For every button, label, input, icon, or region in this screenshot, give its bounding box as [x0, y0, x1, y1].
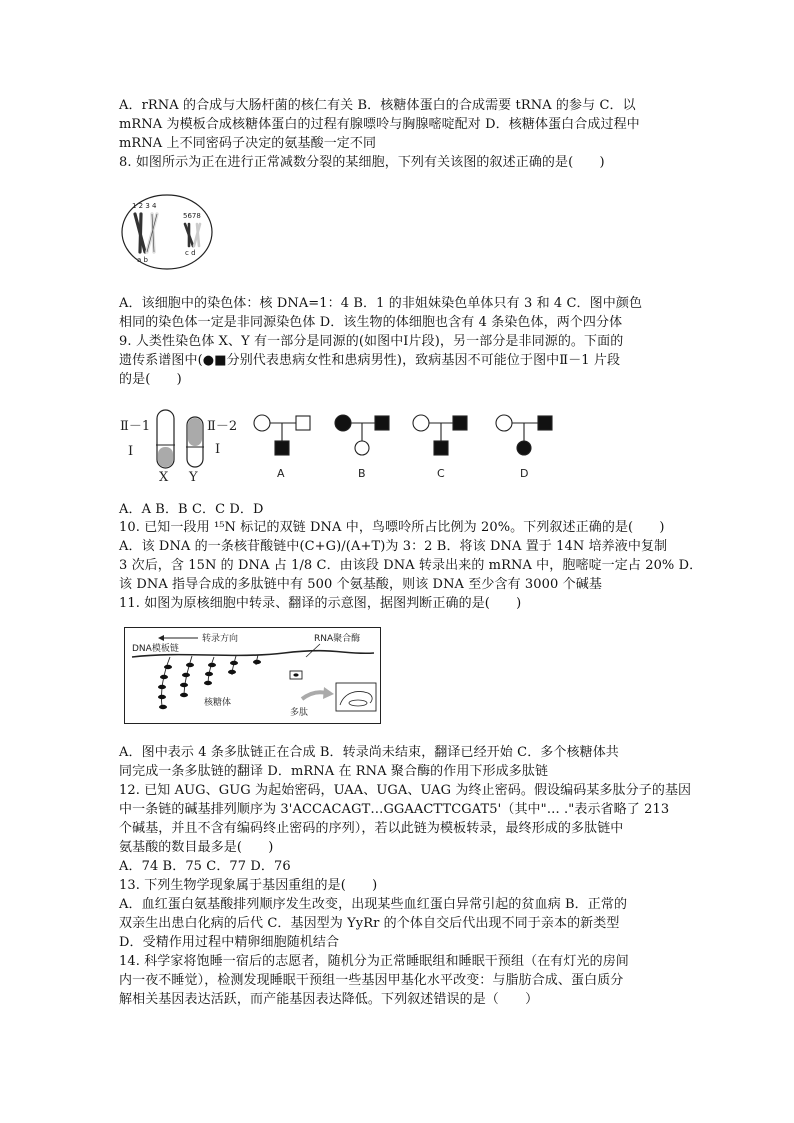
- label-Y: Y: [189, 470, 198, 485]
- q14-text-line-1: 14. 科学家将饱睡一宿后的志愿者，随机分为正常睡眠组和睡眠干预组（在有灯光的房间: [119, 954, 629, 969]
- q11-stem: 11. 如图为原核细胞中转录、翻译的示意图，据图判断正确的是( ): [119, 596, 522, 611]
- q10-option-line-2: 3 次后，含 15N 的 DNA 占 1/8 C．由该段 DNA 转录出来的 mRNA 中，胞嘧啶一定占 20% D．: [119, 558, 703, 573]
- q7-option-line-1: A．rRNA 的合成与大肠杆菌的核仁有关 B．核糖体蛋白的合成需要 tRNA 的参与 C．以: [119, 98, 636, 113]
- q8-cell-figure: [119, 192, 215, 272]
- label-II-2: Ⅱ－2: [207, 419, 238, 434]
- label-I-left: Ⅰ: [128, 444, 134, 459]
- q11-option-line-2: 同完成一条多肽链的翻译 D．mRNA 在 RNA 聚合酶的作用下形成多肽链: [119, 764, 549, 779]
- chromosome-d: [194, 224, 200, 246]
- q8-option-line-1: A．该细胞中的染色体：核 DNA=1：4 B．1 的非姐妹染色单体只有 3 和 4 C．图中颜色: [119, 296, 643, 311]
- q7-option-line-2: mRNA 为模板合成核糖体蛋白的过程有腺嘌呤与胸腺嘧啶配对 D．核糖体蛋白合成过程中: [119, 117, 640, 132]
- q9-stem-line-2: 遗传系谱图中(●■分别代表患病女性和患病男性)，致病基因不可能位于图中Ⅱ－1 片段: [119, 353, 621, 368]
- q10-stem: 10. 已知一段用 ¹⁵N 标记的双链 DNA 中，鸟嘌呤所占比例为 20%。下列叙述正确的是( ): [119, 520, 665, 535]
- q8-stem: 8. 如图所示为正在进行正常减数分裂的某细胞，下列有关该图的叙述正确的是( ): [119, 155, 605, 170]
- q9-options: A．A B．B C．C D．D: [119, 502, 264, 517]
- dna-template-label: DNA模板链: [132, 644, 179, 654]
- q12-text-line-3: 个碱基，并且不含有编码终止密码的序列），若以此链为模板转录，最终形成的多肽链中: [119, 821, 624, 836]
- label-II-1: Ⅱ－1: [120, 419, 151, 434]
- q13-option-line-2: 双亲生出患白化病的后代 C．基因型为 YyRr 的个体自交后代出现不同于亲本的新类型: [119, 916, 620, 931]
- pedigree-a: [254, 415, 310, 455]
- q9-stem-line-1: 9. 人类性染色体 X、Y 有一部分是同源的(如图中Ⅰ片段)，另一部分是非同源的。下面的: [119, 334, 624, 349]
- polypeptide-label: 多肽: [290, 708, 309, 718]
- ribosome-label: 核糖体: [204, 698, 232, 708]
- transcription-direction-label: 转录方向: [202, 634, 239, 644]
- q8-labels-ab: a b: [137, 256, 148, 264]
- q14-text-line-3: 解相关基因表达活跃，而产能基因表达降低。下列叙述错误的是（ ）: [119, 992, 539, 1007]
- x-chromosome: [156, 410, 175, 468]
- pedigree-label-a: A: [277, 467, 285, 480]
- q12-text-line-4: 氨基酸的数目最多是( ): [119, 840, 274, 855]
- q10-option-line-1: A．该 DNA 的一条核苷酸链中(C+G)/(A+T)为 3：2 B．将该 DNA 置于 14N 培养液中复制: [119, 539, 668, 554]
- q13-option-line-3: D．受精作用过程中精卵细胞随机结合: [119, 935, 340, 950]
- chromosome-a: [135, 214, 145, 252]
- label-X: X: [159, 470, 169, 485]
- q8-chromosome-numbers-right: 5678: [183, 212, 201, 220]
- q12-options: A．74 B．75 C．77 D．76: [119, 859, 291, 874]
- pedigree-b: [335, 415, 389, 455]
- q13-option-line-1: A．血红蛋白氨基酸排列顺序发生改变，出现某些血红蛋白异常引起的贫血病 B．正常的: [119, 897, 628, 912]
- q13-stem: 13. 下列生物学现象属于基因重组的是( ): [119, 878, 378, 893]
- q9-stem-line-3: 的是( ): [119, 372, 182, 387]
- pedigree-label-d: D: [520, 467, 529, 480]
- rna-polymerase-label: RNA聚合酶: [314, 634, 361, 644]
- q10-option-line-3: 该 DNA 指导合成的多肽链中有 500 个氨基酸，则该 DNA 至少含有 3000 个碱基: [119, 577, 602, 592]
- pedigree-label-b: B: [358, 467, 366, 480]
- q8-labels-cd: c d: [185, 249, 196, 257]
- pedigree-d: [496, 415, 552, 455]
- q12-text-line-2: 中一条链的碱基排列顺序为 3'ACCACAGT…GGAACTTCGAT5'（其中"… ."表示省略了 213: [119, 802, 670, 817]
- pedigree-label-c: C: [437, 467, 445, 480]
- pedigree-c: [413, 415, 467, 455]
- q12-text-line-1: 12. 已知 AUG、GUG 为起始密码，UAA、UGA、UAG 为终止密码。假设编码某多肽分子的基因: [119, 783, 692, 798]
- q11-option-line-1: A．图中表示 4 条多肽链正在合成 B．转录尚未结束，翻译已经开始 C．多个核糖体共: [119, 745, 619, 760]
- q7-option-line-3: mRNA 上不同密码子决定的氨基酸一定不同: [119, 136, 377, 151]
- y-chromosome: [186, 417, 204, 467]
- q14-text-line-2: 内一夜不睡觉），检测发现睡眠干预组一些基因甲基化水平改变：与脂肪合成、蛋白质分: [119, 973, 624, 988]
- polypeptide-inset: [336, 683, 376, 711]
- q8-chromosome-numbers-left: 1 2 3 4: [132, 202, 157, 210]
- label-I-right: Ⅰ: [215, 442, 221, 457]
- q11-transcription-figure: [124, 627, 381, 724]
- q8-option-line-2: 相同的染色体一定是非同源染色体 D．该生物的体细胞也含有 4 条染色体，两个四分体: [119, 315, 623, 330]
- chromosome-c: [185, 224, 193, 246]
- q9-figure: [110, 405, 570, 485]
